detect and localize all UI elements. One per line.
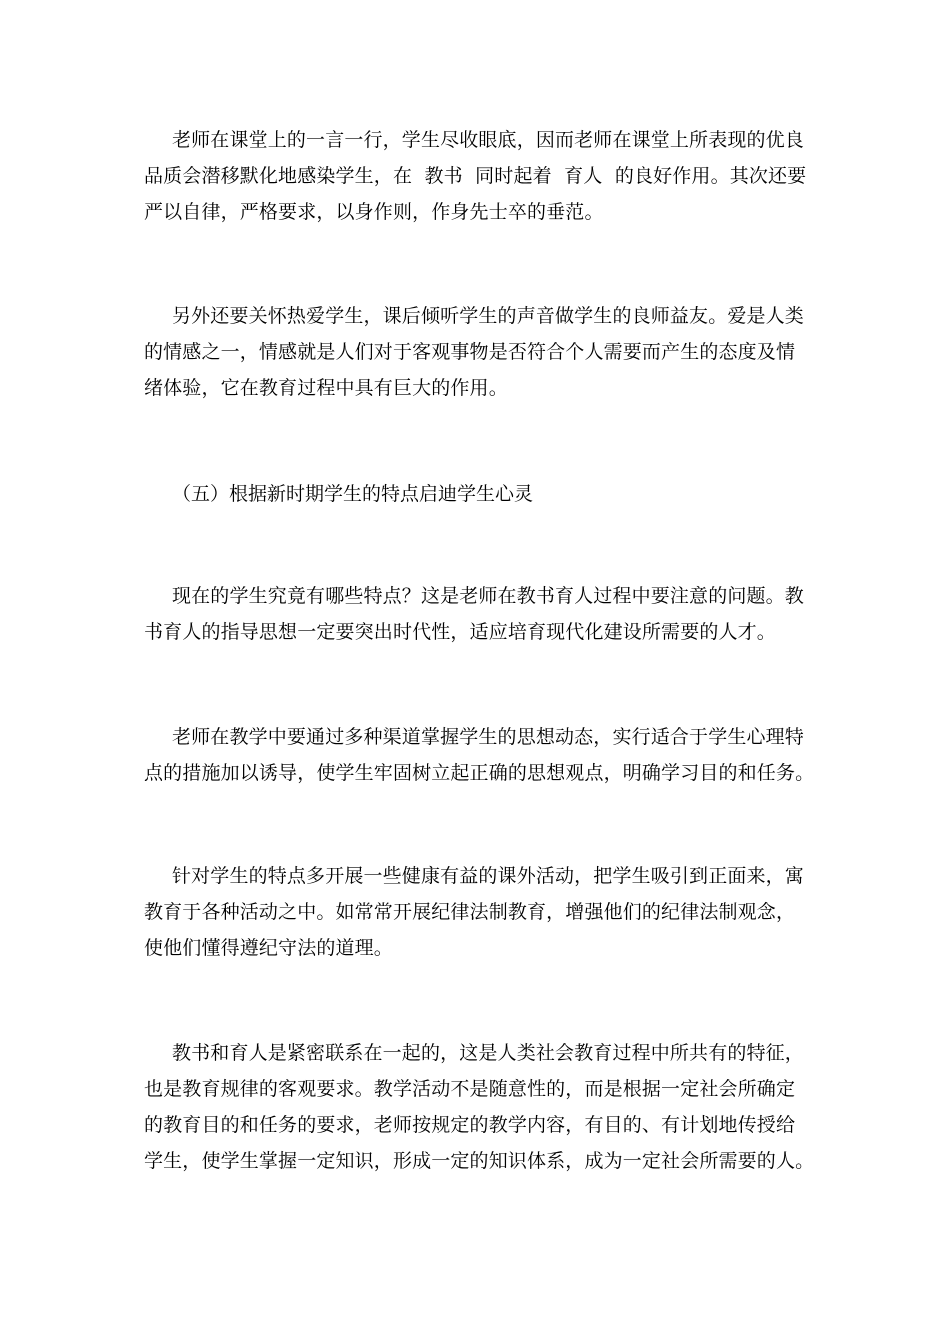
paragraph-5-line-3: 使他们懂得遵纪守法的道理。 <box>144 937 393 959</box>
paragraph-4-line-1: 老师在教学中要通过多种渠道掌握学生的思想动态，实行适合于学生心理特 <box>172 726 804 748</box>
paragraph-6-line-1: 教书和育人是紧密联系在一起的，这是人类社会教育过程中所共有的特征， <box>172 1042 804 1064</box>
paragraph-6-line-3: 的教育目的和任务的要求，老师按规定的教学内容，有目的、有计划地传授给 <box>144 1114 796 1136</box>
paragraph-4-line-2: 点的措施加以诱导，使学生牢固树立起正确的思想观点，明确学习目的和任务。 <box>144 762 815 784</box>
paragraph-6-line-2: 也是教育规律的客观要求。教学活动不是随意性的，而是根据一定社会所确定 <box>144 1078 796 1100</box>
paragraph-2-line-2: 的情感之一，情感就是人们对于客观事物是否符合个人需要而产生的态度及情 <box>144 341 796 363</box>
paragraph-3-line-1: 现在的学生究竟有哪些特点？这是老师在教书育人过程中要注意的问题。教 <box>172 585 804 607</box>
paragraph-2 <box>144 298 814 406</box>
paragraph-6-line-4: 学生，使学生掌握一定知识，形成一定的知识体系，成为一定社会所需要的人。 <box>144 1150 815 1172</box>
paragraph-1 <box>144 122 814 230</box>
paragraph-4 <box>144 719 814 791</box>
paragraph-1-line-3: 严以自律，严格要求，以身作则，作身先士卒的垂范。 <box>144 201 604 223</box>
paragraph-6 <box>144 1035 814 1179</box>
paragraph-1-line-1: 老师在课堂上的一言一行，学生尽收眼底，因而老师在课堂上所表现的优良 <box>172 129 804 151</box>
section-heading: （五）根据新时期学生的特点启迪学生心灵 <box>172 483 534 505</box>
paragraph-3 <box>144 578 814 650</box>
paragraph-3-line-2: 书育人的指导思想一定要突出时代性，适应培育现代化建设所需要的人才。 <box>144 621 776 643</box>
paragraph-5-line-2: 教育于各种活动之中。如常常开展纪律法制教育，增强他们的纪律法制观念， <box>144 901 796 923</box>
paragraph-5-line-1: 针对学生的特点多开展一些健康有益的课外活动，把学生吸引到正面来，寓 <box>172 865 804 887</box>
paragraph-1-line-2: 品质会潜移默化地感染学生，在 教书 同时起着 育人 的良好作用。其次还要 <box>144 165 807 187</box>
paragraph-5 <box>144 858 814 966</box>
paragraph-2-line-3: 绪体验，它在教育过程中具有巨大的作用。 <box>144 377 508 399</box>
paragraph-2-line-1: 另外还要关怀热爱学生，课后倾听学生的声音做学生的良师益友。爱是人类 <box>172 305 804 327</box>
